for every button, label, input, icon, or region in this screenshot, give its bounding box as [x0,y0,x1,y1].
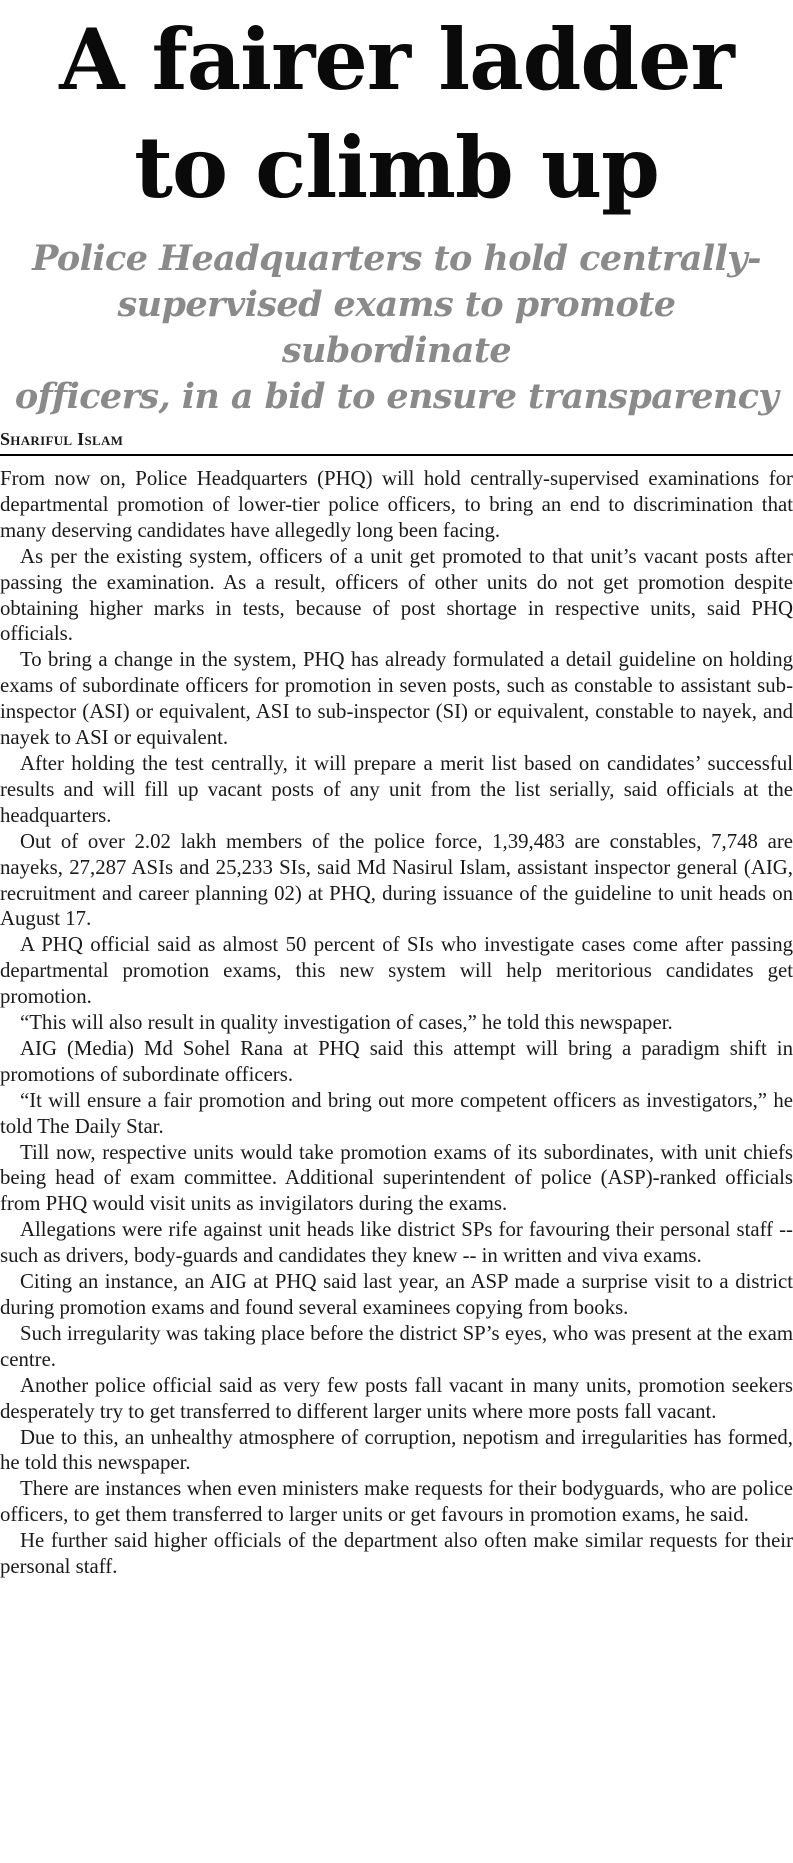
subheadline [0,236,793,420]
paragraph: After holding the test centrally, it will prepare a merit list based on candidates’ successful results and will fill up vacant posts of any unit from the list serially, said officials at the headquarters. [0,751,793,827]
subheadline-line-1: Police Headquarters to hold centrally- [32,238,761,279]
byline-divider [0,454,793,456]
paragraph: Due to this, an unhealthy atmosphere of corruption, nepotism and irregularities has formed, he told this newspaper. [0,1425,793,1475]
paragraph: Such irregularity was taking place before the district SP’s eyes, who was present at the exam centre. [0,1321,793,1371]
paragraph: Allegations were rife against unit heads like district SPs for favouring their personal staff -- such as drivers, body-guards and candidates they knew -- in written and viva exams. [0,1218,793,1268]
paragraph: There are instances when even ministers make requests for their bodyguards, who are police officers, to get them transferred to larger units or get favours in promotion exams, he said. [0,1477,793,1527]
subheadline-line-2: supervised exams to promote subordinate [117,284,676,371]
paragraph: To bring a change in the system, PHQ has already formulated a detail guideline on holding exams of subordinate officers for promotion in seven posts, such as constable to assistant sub-inspector (ASI) or equivalent, ASI to sub-inspector (SI) or equivalent, constable to nayek, and nayek to ASI or equivalent. [0,648,793,750]
paragraph: “This will also result in quality investigation of cases,” he told this newspaper. [20,1011,673,1035]
paragraph: Another police official said as very few posts fall vacant in many units, promotion seekers desperately try to get transferred to different larger units where more posts fall vacant. [0,1373,793,1423]
subheadline-line-3: officers, in a bid to ensure transparency [14,376,779,417]
headline [0,0,793,222]
paragraph: Citing an instance, an AIG at PHQ said last year, an ASP made a surprise visit to a district during promotion exams and found several examinees copying from books. [0,1270,793,1319]
paragraph: He further said higher officials of the department also often make similar requests for their personal staff. [0,1529,793,1579]
paragraph: Till now, respective units would take promotion exams of its subordinates, with unit chiefs being head of exam committee. Additional superintendent of police (ASP)-ranked officials from PHQ would visit units as invigilators during the exams. [0,1140,793,1216]
headline-line-2: to climb up [134,118,659,217]
paragraph: “It will ensure a fair promotion and bring out more competent officers as investigators,” he told The Daily Star. [0,1088,793,1138]
article-body [0,466,793,1580]
paragraph: As per the existing system, officers of a unit get promoted to that unit’s vacant posts after passing the examination. As a result, officers of other units do not get promotion despite obtaining higher marks in tests, because of post shortage in respective units, said PHQ officials. [0,544,793,646]
headline-line-1: A fairer ladder [59,10,734,109]
paragraph: Out of over 2.02 lakh members of the police force, 1,39,483 are constables, 7,748 are nayeks, 27,287 ASIs and 25,233 SIs, said Md Nasirul Islam, assistant inspector general (AIG, recruitment and career planning 02) at PHQ, during issuance of the guideline to unit heads on August 17. [0,829,793,931]
paragraph: From now on, Police Headquarters (PHQ) will hold centrally-supervised examinations for departmental promotion of lower-tier police officers, to bring an end to discrimination that many deserving candidates have allegedly long been facing. [0,467,793,542]
byline: Shariful Islam [0,429,124,449]
paragraph: AIG (Media) Md Sohel Rana at PHQ said this attempt will bring a paradigm shift in promotions of subordinate officers. [0,1036,793,1086]
paragraph: A PHQ official said as almost 50 percent of SIs who investigate cases come after passing departmental promotion exams, this new system will help meritorious candidates get promotion. [0,933,793,1009]
